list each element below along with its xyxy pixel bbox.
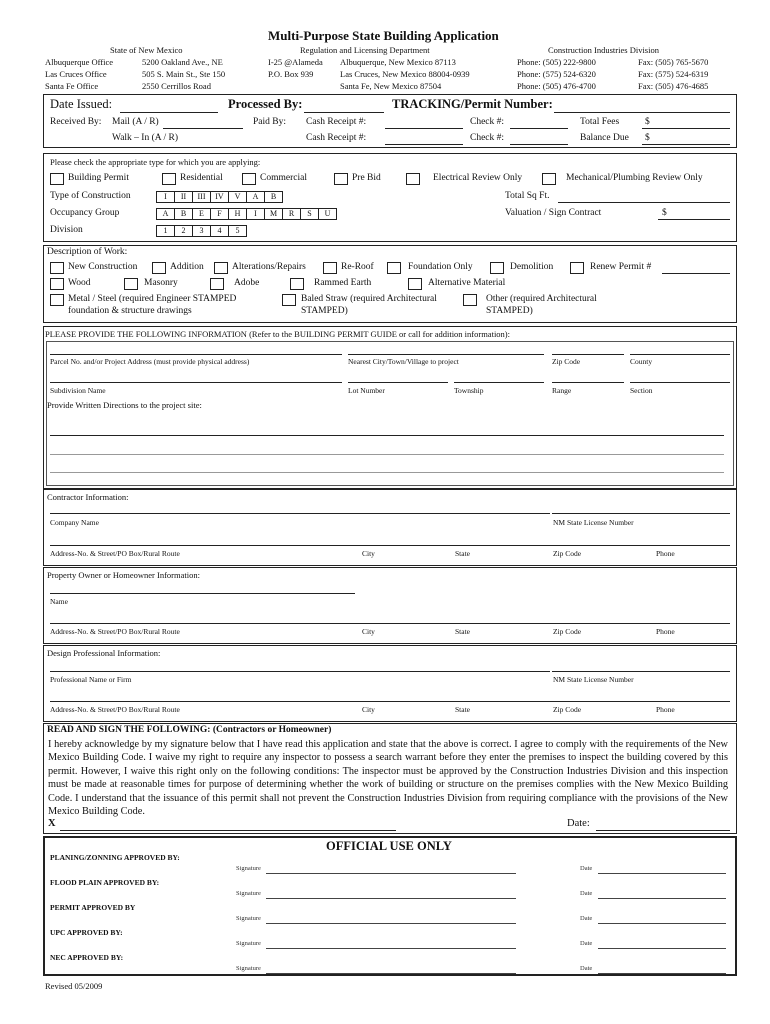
construction-type-b[interactable]: B [264,191,283,203]
occupancy-group-f[interactable]: F [210,208,229,220]
office-fax: Fax: (505) 765-5670 [638,57,709,67]
office-name: Las Cruces Office [45,69,107,79]
range-label: Range [552,386,572,395]
date-issued-label: Date Issued: [50,97,113,111]
cash-receipt-field[interactable] [385,128,463,129]
construction-type-i[interactable]: I [156,191,175,203]
signature-label: Signature [236,865,261,872]
county-field[interactable] [630,354,730,355]
signature-heading: READ AND SIGN THE FOLLOWING: (Contractors or Homeowner) [47,725,332,735]
office-city: Las Cruces, New Mexico 88004-0939 [340,69,470,79]
occupancy-group-r[interactable]: R [282,208,301,220]
occupancy-group-m[interactable]: M [264,208,283,220]
state-heading: State of New Mexico [110,45,183,55]
office-phone: Phone: (505) 222-9800 [517,57,596,67]
alterations-checkbox[interactable] [214,262,228,274]
division-3[interactable]: 3 [192,225,211,237]
approval-label: FLOOD PLAIN APPROVED BY: [50,878,160,887]
office-name: Albuquerque Office [45,57,114,67]
metal-steel-note: foundation & structure drawings [68,306,192,316]
nearest-city-field[interactable] [348,354,544,355]
occupancy-group-b[interactable]: B [174,208,193,220]
baled-straw-note: STAMPED) [301,306,348,316]
office-fax: Fax: (505) 476-4685 [638,81,709,91]
dollar-sign: $ [645,117,650,127]
approval-label: UPC APPROVED BY: [50,928,123,937]
demolition-label: Demolition [510,262,554,272]
paid-by-label: Paid By: [253,117,286,127]
zip-label: Zip Code [553,549,582,558]
date-label: Date [580,965,593,972]
received-by-label: Received By: [50,117,102,127]
adobe-checkbox[interactable] [210,278,224,290]
dollar-sign: $ [662,208,667,218]
office-name: Santa Fe Office [45,81,99,91]
city-label: City [362,549,375,558]
walk-in-option[interactable]: Walk – In (A / R) [112,133,178,143]
balance-due-label: Balance Due [580,133,629,143]
address-label: Address-No. & Street/PO Box/Rural Route [50,627,180,636]
contractor-heading: Contractor Information: [47,492,129,502]
contractor-address-field[interactable] [50,545,730,546]
nearest-city-label: Nearest City/Town/Village to project [348,357,459,366]
total-sqft-field[interactable] [558,202,730,203]
approval-signature-field[interactable] [266,973,516,974]
tracking-number-label: TRACKING/Permit Number: [392,97,553,111]
metal-steel-checkbox[interactable] [50,294,64,306]
directions-line[interactable] [50,454,724,455]
signature-label: Signature [236,965,261,972]
office-phone: Phone: (575) 524-6320 [517,69,596,79]
total-fees-label: Total Fees [580,117,620,127]
approval-label: PERMIT APPROVED BY [50,903,136,912]
balance-due-field[interactable] [642,144,730,145]
other-material-note: STAMPED) [486,306,533,316]
building-permit-checkbox[interactable] [50,173,64,185]
city-label: City [362,705,375,714]
masonry-checkbox[interactable] [124,278,138,290]
occupancy-group-i[interactable]: I [246,208,265,220]
occupancy-group-u[interactable]: U [318,208,337,220]
division-4[interactable]: 4 [210,225,229,237]
approval-label: NEC APPROVED BY: [50,953,124,962]
approval-signature-field[interactable] [266,898,516,899]
approval-date-field[interactable] [598,973,726,974]
acknowledgement-text: I hereby acknowledge by my signature below that I have read this application and state that the above is correct. I agree to comply with the requirements of the New Mexico Building Code. I waive my right to require any inspector to possess a search warrant before they enter the premises to inspect the building covered by this permit. However, I waive this right only on the following conditions: The inspector must be approved by the Construction Industries Division and this inspection must be made at reasonable times for purpose of determining whether the work of building or structure on the premises complies with the New Mexico Building Code. I understand that the issuance of this permit shall not prevent the Construction Industries Division from requiring compliance with the provisions of the New Mexico Building Code. [48,739,728,818]
license-label: NM State License Number [553,518,634,527]
office-address: 505 S. Main St., Ste 150 [142,69,226,79]
division-2[interactable]: 2 [174,225,193,237]
total-sqft-label: Total Sq Ft. [505,191,550,201]
pre-bid-label: Pre Bid [352,173,381,183]
foundation-only-label: Foundation Only [408,262,473,272]
occupancy-group-a[interactable]: A [156,208,175,220]
city-label: City [362,627,375,636]
metal-steel-label: Metal / Steel (required Engineer STAMPED [68,294,237,304]
new-construction-checkbox[interactable] [50,262,64,274]
division-5[interactable]: 5 [228,225,247,237]
office-street: P.O. Box 939 [268,69,314,79]
directions-line[interactable] [50,472,724,473]
zip-label: Zip Code [553,705,582,714]
adobe-label: Adobe [234,278,260,288]
lot-field[interactable] [348,382,448,383]
department-heading: Regulation and Licensing Department [300,45,430,55]
other-material-label: Other (required Architectural [486,294,597,304]
electrical-review-checkbox[interactable] [406,173,420,185]
approval-signature-field[interactable] [266,923,516,924]
construction-type-label: Type of Construction [50,191,131,201]
rammed-earth-label: Rammed Earth [314,278,372,288]
baled-straw-checkbox[interactable] [282,294,296,306]
wood-checkbox[interactable] [50,278,64,290]
signature-date-label: Date: [567,818,590,829]
demolition-checkbox[interactable] [490,262,504,274]
phone-label: Phone [656,627,675,636]
office-city: Albuquerque, New Mexico 87113 [340,57,456,67]
division-label: Division [50,225,83,235]
processed-by-field[interactable] [304,112,384,113]
county-label: County [630,357,653,366]
designer-license-label: NM State License Number [553,675,634,684]
office-fax: Fax: (575) 524-6319 [638,69,709,79]
mechanical-review-checkbox[interactable] [542,173,556,185]
approval-date-field[interactable] [598,948,726,949]
renew-permit-label: Renew Permit # [590,262,652,272]
construction-type-ii[interactable]: II [174,191,193,203]
wood-label: Wood [68,278,91,288]
new-construction-label: New Construction [68,262,138,272]
addition-label: Addition [170,262,204,272]
approval-date-field[interactable] [598,873,726,874]
commercial-label: Commercial [260,173,307,183]
owner-name-field[interactable] [50,593,355,594]
section-label: Section [630,386,653,395]
electrical-review-label: Electrical Review Only [433,173,523,183]
signature-label: Signature [236,915,261,922]
other-material-checkbox[interactable] [463,294,477,306]
phone-label: Phone [656,705,675,714]
signature-label: Signature [236,940,261,947]
mail-field[interactable] [163,128,243,129]
approval-label: PLANING/ZONNING APPROVED BY: [50,853,180,862]
applicant-signature-field[interactable] [60,830,396,831]
zip-label: Zip Code [552,357,581,366]
office-city: Santa Fe, New Mexico 87504 [340,81,442,91]
processed-by-label: Processed By: [228,97,303,111]
approval-signature-field[interactable] [266,873,516,874]
approval-date-field[interactable] [598,898,726,899]
official-use-heading: OFFICIAL USE ONLY [326,839,452,853]
office-address: 5200 Oakland Ave., NE [142,57,223,67]
cash-receipt-field[interactable] [385,144,463,145]
date-label: Date [580,940,593,947]
work-heading: Description of Work: [47,247,128,257]
phone-label: Phone [656,549,675,558]
range-field[interactable] [552,382,624,383]
foundation-only-checkbox[interactable] [387,262,401,274]
directions-label: Provide Written Directions to the project site: [47,400,202,410]
date-issued-field[interactable] [120,112,218,113]
designer-name-field[interactable] [50,671,550,672]
rammed-earth-checkbox[interactable] [290,278,304,290]
township-label: Township [454,386,484,395]
lot-label: Lot Number [348,386,385,395]
type-heading: Please check the appropriate type for which you are applying: [50,157,261,167]
mail-option[interactable]: Mail (A / R) [112,117,159,127]
office-phone: Phone: (505) 476-4700 [517,81,596,91]
designer-address-field[interactable] [50,701,730,702]
approval-signature-field[interactable] [266,948,516,949]
designer-name-label: Professional Name or Firm [50,675,132,684]
construction-type-a[interactable]: A [246,191,265,203]
occupancy-group-e[interactable]: E [192,208,211,220]
division-1[interactable]: 1 [156,225,175,237]
check-label: Check #: [470,133,505,143]
pre-bid-checkbox[interactable] [334,173,348,185]
residential-checkbox[interactable] [162,173,176,185]
state-label: State [455,549,470,558]
alternative-material-label: Alternative Material [428,278,506,288]
check-label: Check #: [470,117,505,127]
cash-receipt-label: Cash Receipt #: [306,117,367,127]
designer-heading: Design Professional Information: [47,648,161,658]
parcel-field[interactable] [50,354,342,355]
owner-name-label: Name [50,597,68,606]
cash-receipt-label: Cash Receipt #: [306,133,367,143]
address-label: Address-No. & Street/PO Box/Rural Route [50,705,180,714]
office-street: I-25 @Alameda [268,57,323,67]
residential-label: Residential [180,173,223,183]
renew-permit-field[interactable] [662,273,730,274]
zip-label: Zip Code [553,627,582,636]
info-heading: PLEASE PROVIDE THE FOLLOWING INFORMATION (Refer to the BUILDING PERMIT GUIDE or call for addition information): [45,329,510,339]
addition-checkbox[interactable] [152,262,166,274]
re-roof-checkbox[interactable] [323,262,337,274]
date-label: Date [580,865,593,872]
state-label: State [455,705,470,714]
masonry-label: Masonry [144,278,178,288]
division-heading: Construction Industries Division [548,45,659,55]
construction-type-v[interactable]: V [228,191,247,203]
state-label: State [455,627,470,636]
office-address: 2550 Cerrillos Road [142,81,211,91]
dollar-sign: $ [645,133,650,143]
township-field[interactable] [454,382,544,383]
signature-x-mark: X [48,818,56,829]
tracking-number-field[interactable] [554,112,730,113]
construction-type-iv[interactable]: IV [210,191,229,203]
designer-license-field[interactable] [552,671,730,672]
revised-date: Revised 05/2009 [45,981,103,991]
check-field[interactable] [510,128,568,129]
signature-label: Signature [236,890,261,897]
zip-field[interactable] [552,354,624,355]
license-field[interactable] [552,513,730,514]
subdivision-field[interactable] [50,382,342,383]
occupancy-group-h[interactable]: H [228,208,247,220]
section-field[interactable] [630,382,730,383]
owner-heading: Property Owner or Homeowner Information: [47,570,200,580]
check-field[interactable] [510,144,568,145]
renew-permit-checkbox[interactable] [570,262,584,274]
signature-date-field[interactable] [596,830,730,831]
commercial-checkbox[interactable] [242,173,256,185]
address-label: Address-No. & Street/PO Box/Rural Route [50,549,180,558]
approval-date-field[interactable] [598,923,726,924]
directions-line[interactable] [50,435,724,436]
valuation-field[interactable] [658,219,730,220]
occupancy-group-label: Occupancy Group [50,208,120,218]
form-title: Multi-Purpose State Building Application [268,28,499,43]
owner-address-field[interactable] [50,623,730,624]
mechanical-review-label: Mechanical/Plumbing Review Only [566,173,703,183]
valuation-label: Valuation / Sign Contract [505,208,602,218]
company-name-label: Company Name [50,518,99,527]
occupancy-group-s[interactable]: S [300,208,319,220]
subdivision-label: Subdivision Name [50,386,106,395]
date-label: Date [580,890,593,897]
alternative-material-checkbox[interactable] [408,278,422,290]
baled-straw-label: Baled Straw (required Architectural [301,294,437,304]
construction-type-iii[interactable]: III [192,191,211,203]
re-roof-label: Re-Roof [341,262,374,272]
parcel-label: Parcel No. and/or Project Address (must provide physical address) [50,357,250,366]
date-label: Date [580,915,593,922]
alterations-label: Alterations/Repairs [232,262,306,272]
total-fees-field[interactable] [642,128,730,129]
building-permit-label: Building Permit [68,173,129,183]
company-name-field[interactable] [50,513,550,514]
